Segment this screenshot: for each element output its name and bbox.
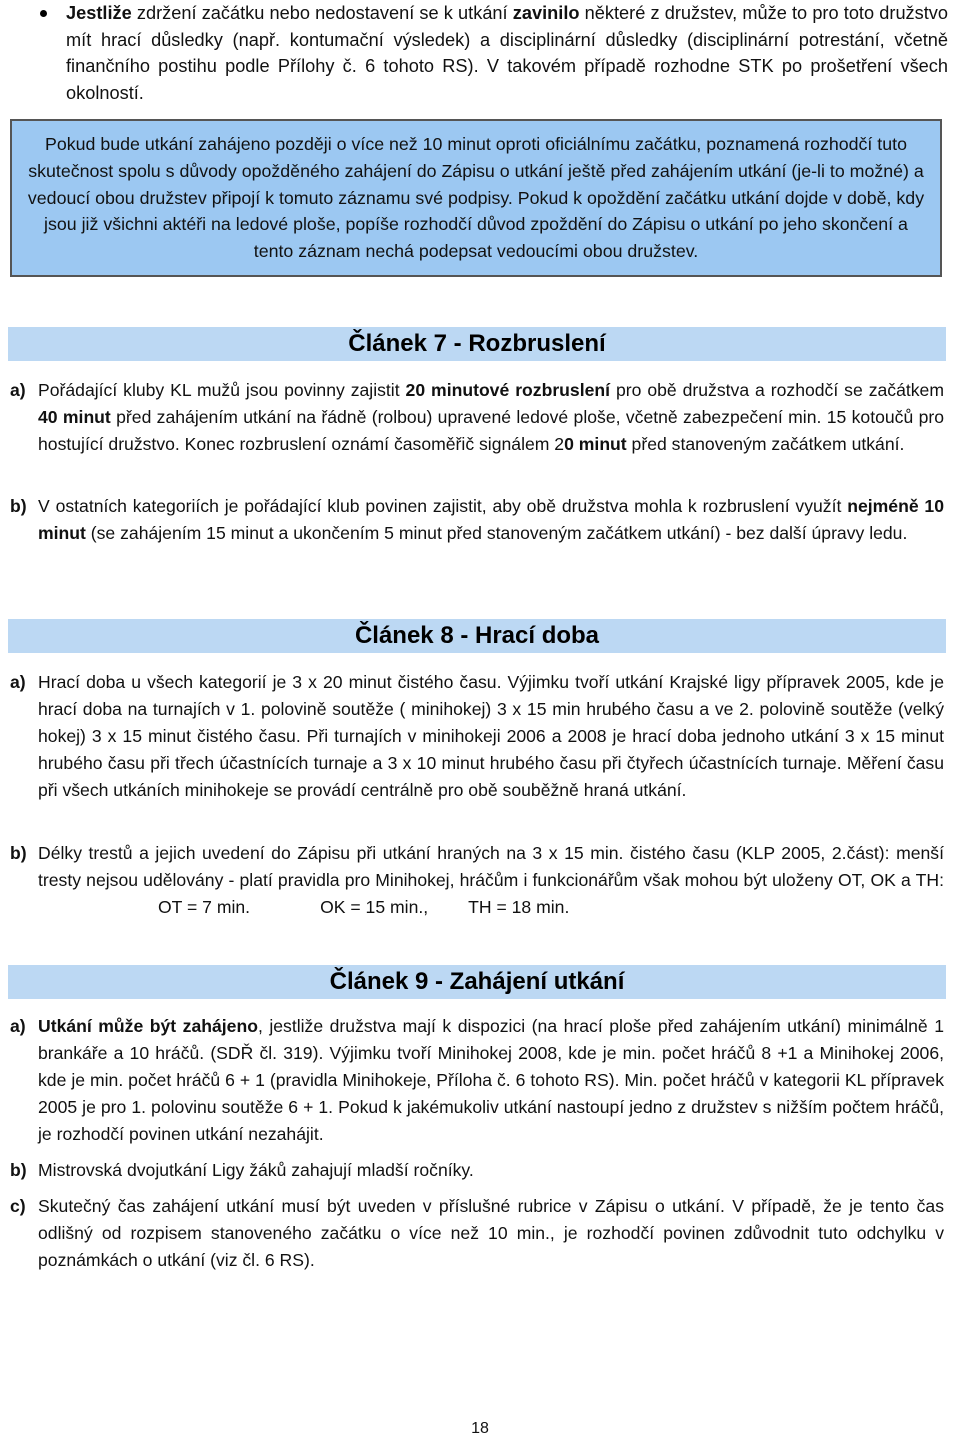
article-9-item-a [10, 1013, 944, 1148]
article-7-item-a [10, 377, 944, 458]
item-label: a) [10, 380, 26, 400]
item-text: Hrací doba u všech kategorií je 3 x 20 minut čistého času. Výjimku tvoří utkání Krajské ligy přípravek 2005, kde je hrací doba na turnajích v 1. polovině soutěže ( minihokej) 3 x 15 min hrubého času a ve 2. polovině soutěže (velký hokej) 3 x 15 minut čistého času. Při turnajích v minihokeji 2006 a 2008 je hrací doba jednoho utkání 3 x 15 minut hrubého času při třech účastnících turnaje a 3 x 10 minut hrubého času při čtyřech účastnících turnaje. Měření času při všech utkáních minihokeje se provádí centrálně pro obě souběžně hraná utkání. [38, 672, 944, 800]
article-8-heading: Článek 8 - Hrací doba [8, 619, 946, 653]
article-9-heading: Článek 9 - Zahájení utkání [8, 965, 946, 999]
bullet-paragraph [36, 0, 948, 106]
ot-value: OT = 7 min. [158, 897, 251, 917]
article-7-item-b [10, 493, 944, 547]
notice-box: Pokud bude utkání zahájeno později o více než 10 minut oproti oficiálnímu začátku, poznamená rozhodčí tuto skutečnost spolu s důvody opožděného zahájení do Zápisu o utkání ještě před zahájením utkání (je-li to možné) a vedoucí obou družstev připojí k tomuto záznamu své podpisy. Pokud k opoždění začátku utkání dojde v době, kdy jsou již všichni aktéři na ledové ploše, popíše rozhodčí důvod zpoždění do Zápisu o utkání po jeho skončení a tento záznam nechá podepsat vedoucími obou družstev. [10, 119, 942, 277]
th-value: TH = 18 min. [468, 897, 570, 917]
ok-value: OK = 15 min., [320, 897, 429, 917]
item-text: Mistrovská dvojutkání Ligy žáků zahajují mladší ročníky. [38, 1160, 474, 1180]
page-number: 18 [471, 1420, 489, 1437]
item-text: V ostatních kategoriích je pořádající klub povinen zajistit, aby obě družstva mohla k rozbruslení využít nejméně 10 minut (se zahájením 15 minut a ukončením 5 minut před stanoveným začátkem utkání) - bez další úpravy ledu. [38, 496, 944, 543]
article-7-heading: Článek 7 - Rozbruslení [8, 327, 946, 361]
item-label: a) [10, 672, 26, 692]
article-9-item-c [10, 1193, 944, 1274]
item-text: Skutečný čas zahájení utkání musí být uveden v příslušné rubrice v Zápisu o utkání. V případě, že je tento čas odlišný od rozpisem stanoveného začátku o více než 10 min., je rozhodčí povinen zdůvodnit tuto odchylku v poznámkách o utkání (viz čl. 6 RS). [38, 1196, 944, 1270]
item-label: a) [10, 1016, 26, 1036]
bullet-dot-icon [40, 10, 47, 17]
item-label: b) [10, 843, 27, 863]
article-8-item-a [10, 669, 944, 804]
article-9-item-b [10, 1157, 944, 1184]
item-text: Délky trestů a jejich uvedení do Zápisu při utkání hraných na 3 x 15 min. čistého času (KLP 2005, 2.část): menší tresty nejsou udělovány - platí pravidla pro Minihokej, hráčům i funkcionářům však mohou být uloženy OT, OK a TH:OT = 7 min. OK = 15 min., TH = 18 min. [38, 843, 944, 917]
item-text: Utkání může být zahájeno, jestliže družstva mají k dispozici (na hrací ploše před zahájením utkání) minimálně 1 brankáře a 10 hráčů. (SDŘ čl. 319). Výjimku tvoří Minihokej 2008, kde je min. počet hráčů 8 +1 a Minihokej 2006, kde je min. počet hráčů 6 + 1 (pravidla Minihokeje, Příloha č. 6 tohoto RS). Min. počet hráčů v kategorii KL přípravek 2005 je pro 1. polovinu soutěže 6 + 1. Pokud k jakémukoliv utkání nastoupí jedno z družstev s nižším počtem hráčů, je rozhodčí povinen utkání nezahájit. [38, 1016, 944, 1144]
item-label: b) [10, 1160, 27, 1180]
item-text: Pořádající kluby KL mužů jsou povinny zajistit 20 minutové rozbruslení pro obě družstva a rozhodčí se začátkem 40 minut před zahájením utkání na řádně (rolbou) upravené ledové ploše, včetně zabezpečení min. 15 kotoučů pro hostující družstvo. Konec rozbruslení oznámí časoměřič signálem 20 minut před stanoveným začátkem utkání. [38, 380, 945, 454]
bullet-text: Jestliže zdržení začátku nebo nedostavení se k utkání zavinilo některé z družstev, může to pro toto družstvo mít hrací důsledky (např. kontumační výsledek) a disciplinární důsledky (disciplinární potrestání, včetně finančního postihu podle Přílohy č. 6 tohoto RS). V takovém případě rozhodne STK po prošetření všech okolností. [66, 3, 949, 103]
item-label: b) [10, 496, 27, 516]
article-8-item-b [10, 840, 944, 921]
item-label: c) [10, 1196, 26, 1216]
